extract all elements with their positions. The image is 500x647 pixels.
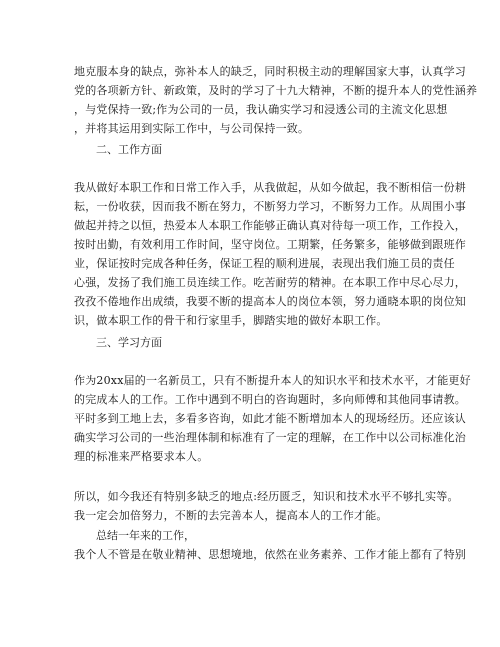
text-line: 心强，发扬了我们施工员连续工作。吃苦耐劳的精神。在本职工作中尽心尽力， bbox=[74, 276, 466, 289]
paragraph-self-improvement bbox=[74, 62, 478, 138]
section-heading-study: 三、学习方面 bbox=[96, 336, 162, 349]
text-line: 的完成本人的工作。工作中遇到不明白的咨询题时，多向师傅和其他同事请教。 bbox=[74, 393, 466, 406]
text-line: 作为20xx届的一名新员工，只有不断提升本人的知识水平和技术水平，才能更好 bbox=[74, 374, 471, 387]
text-line: 理的标准来严格要求本人。 bbox=[74, 450, 209, 463]
text-line: 我从做好本职工作和日常工作入手，从我做起，从如今做起，我不断相信一份耕 bbox=[74, 181, 466, 194]
paragraph-shortcomings bbox=[74, 487, 459, 525]
text-line: 按时出勤，有效利用工作时间，坚守岗位。工期繁，任务繁多，能够做到跟班作 bbox=[74, 238, 466, 251]
text-line: 业，保证按时完成各种任务，保证工程的顺利进展，表现出我们施工员的责任 bbox=[74, 257, 455, 270]
text-line: 党的各项新方针、新政策，及时的学习了十九大精神，不断的提升本人的党性涵养 bbox=[74, 84, 478, 97]
text-line: 平时多到工地上去，多看多咨询，如此才能不断增加本人的现场经历。还应该认 bbox=[74, 412, 466, 425]
text-line: ，与党保持一致;作为公司的一员，我认确实学习和浸透公司的主流文化思想 bbox=[74, 103, 448, 116]
summary-heading: 总结一年来的工作， bbox=[96, 529, 195, 542]
paragraph-study bbox=[74, 371, 471, 466]
text-line: 耘，一份收获，因而我不断在努力，不断努力学习，不断努力工作。从周围小事 bbox=[74, 200, 466, 213]
text-line: 确实学习公司的一些治理体制和标准有了一定的理解，在工作中以公司标准化治 bbox=[74, 431, 466, 444]
paragraph-work bbox=[74, 178, 466, 330]
paragraph-summary bbox=[74, 545, 466, 564]
section-heading-work: 二、工作方面 bbox=[96, 143, 162, 156]
text-line: 孜孜不倦地作出成绩，我要不断的提高本人的岗位本领，努力通晓本职的岗位知 bbox=[74, 295, 466, 308]
text-line: 做起并持之以恒，热爱本人本职工作能够正确认真对待每一项工作，工作投入， bbox=[74, 219, 466, 232]
text-line: 所以，如今我还有特别多缺乏的地点:经历匮乏，知识和技术水平不够扎实等。 bbox=[74, 490, 459, 503]
text-line: ，并将其运用到实际工作中，与公司保持一致。 bbox=[74, 122, 310, 135]
text-line: 识，做本职工作的骨干和行家里手，脚踏实地的做好本职工作。 bbox=[74, 314, 388, 327]
text-line: 地克服本身的缺点，弥补本人的缺乏，同时积极主动的理解国家大事，认真学习 bbox=[74, 65, 466, 78]
text-line: 我一定会加倍努力，不断的去完善本人，提高本人的工作才能。 bbox=[74, 509, 388, 522]
text-line: 我个人不管是在敬业精神、思想境地，依然在业务素养、工作才能上都有了特别 bbox=[74, 548, 466, 561]
